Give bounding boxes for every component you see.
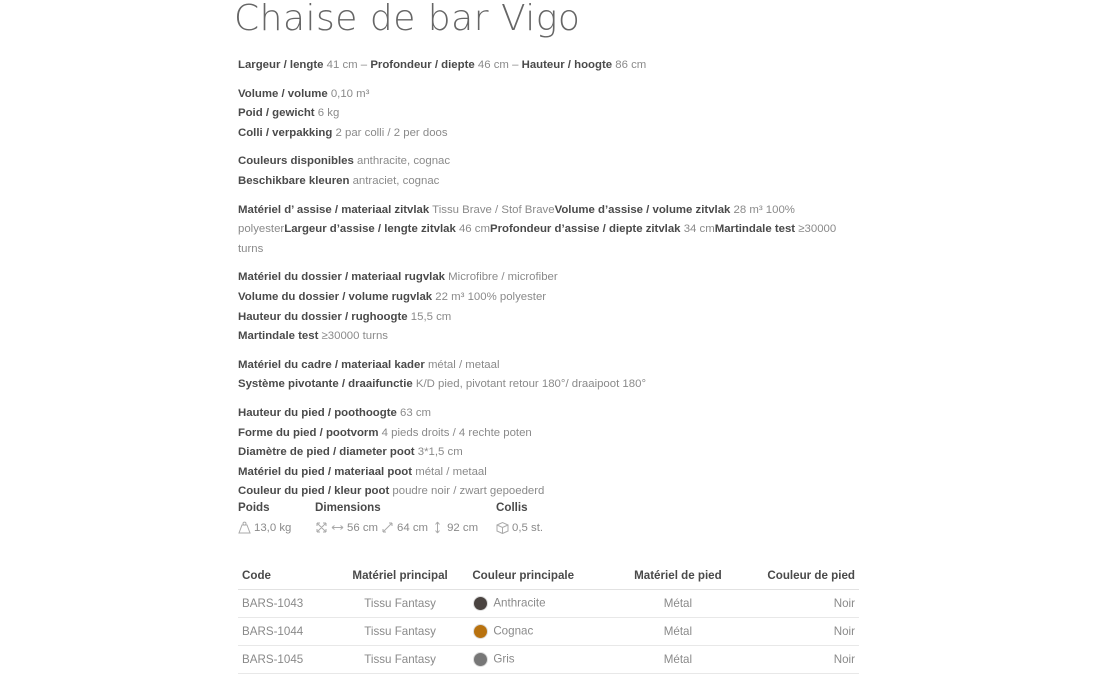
header-main-material: Matériel principal <box>332 561 468 590</box>
cell-code-text: BARS-1043 <box>242 597 304 610</box>
spec-value: métal / metaal <box>424 358 500 371</box>
color-swatch <box>473 624 488 639</box>
height-arrow-icon <box>431 521 444 534</box>
cell-main-material-text: Tissu Fantasy <box>364 625 436 638</box>
spec-value: 34 cm <box>680 223 715 236</box>
spec-key: Hauteur du pied / poothoogte <box>238 406 397 419</box>
cell-foot-color <box>746 618 859 646</box>
cell-main-material <box>332 618 468 646</box>
spec-line <box>238 308 863 328</box>
stat-dimensions <box>315 501 478 534</box>
spec-key: Forme du pied / pootvorm <box>238 426 379 439</box>
spec-value: K/D pied, pivotant retour 180°/ draaipoot 180° <box>412 378 646 391</box>
cell-foot-color <box>746 590 859 618</box>
cell-main-color-text: Cognac <box>493 624 534 638</box>
spec-key: Volume d’assise / volume zitvlak <box>554 203 731 216</box>
spec-group <box>238 268 863 346</box>
cell-code <box>238 590 332 618</box>
table-row <box>238 646 859 674</box>
spec-group <box>238 201 863 260</box>
spec-key: Beschikbare kleuren <box>238 174 350 187</box>
spec-line <box>238 268 863 288</box>
cell-code <box>238 618 332 646</box>
spec-line <box>238 404 863 424</box>
spec-key: Hauteur du dossier / rughoogte <box>238 310 408 323</box>
cell-main-color-text: Anthracite <box>493 596 546 610</box>
stat-height-value: 92 cm <box>447 521 479 534</box>
cell-main-color <box>468 590 610 618</box>
stats-row <box>238 501 863 541</box>
spec-value: antraciet, cognac <box>349 174 440 187</box>
spec-key: Largeur d’assise / lengte zitvlak <box>284 223 456 236</box>
stat-weight <box>238 501 291 534</box>
spec-line <box>238 424 863 444</box>
spec-key: Martindale test <box>714 223 796 236</box>
spec-group <box>238 85 863 144</box>
depth-arrow-icon <box>381 521 394 534</box>
cell-main-material <box>332 590 468 618</box>
cell-foot-material <box>610 646 746 674</box>
cell-foot-material-text: Métal <box>663 597 693 610</box>
cell-foot-material <box>610 618 746 646</box>
spec-value: anthracite, cognac <box>353 155 451 168</box>
stat-weight-label: Poids <box>238 501 270 514</box>
spec-list <box>238 56 863 511</box>
spec-value: 15,5 cm <box>407 310 452 323</box>
spec-key: Volume / volume <box>238 87 328 100</box>
spec-key: Profondeur d’assise / diepte zitvlak <box>489 223 681 236</box>
stat-dimensions-label: Dimensions <box>315 501 381 514</box>
spec-line <box>238 201 863 260</box>
spec-value: 22 m³ 100% polyester <box>432 290 547 303</box>
spec-value: Tissu Brave / Stof Brave <box>429 203 555 216</box>
box-icon <box>496 521 509 534</box>
spec-line <box>238 356 863 376</box>
header-foot-color: Couleur de pied <box>746 561 859 590</box>
cell-code-text: BARS-1044 <box>242 625 304 638</box>
cell-foot-material-text: Métal <box>663 653 693 666</box>
cell-main-material <box>332 646 468 674</box>
spec-group <box>238 56 863 76</box>
header-foot-material: Matériel de pied <box>610 561 746 590</box>
spec-value: 46 cm – <box>474 59 522 71</box>
spec-key: Profondeur / diepte <box>370 59 475 71</box>
spec-value: 86 cm <box>612 59 647 71</box>
table-header-row <box>238 561 859 590</box>
spec-value: Microfibre / microfiber <box>445 271 558 284</box>
spec-group <box>238 152 863 191</box>
spec-value: poudre noir / zwart gepoederd <box>389 485 545 498</box>
cell-foot-color-text: Noir <box>833 597 855 610</box>
spec-group <box>238 356 863 395</box>
spec-line <box>238 152 863 172</box>
stat-depth-value: 64 cm <box>397 521 429 534</box>
product-title: Chaise de bar Vigo <box>234 0 581 39</box>
header-main-color: Couleur principale <box>468 561 610 590</box>
spec-line <box>238 288 863 308</box>
width-arrow-icon <box>331 521 344 534</box>
spec-key: Hauteur / hoogte <box>521 59 613 71</box>
spec-value: 0,10 m³ <box>327 87 370 100</box>
spec-line <box>238 463 863 483</box>
spec-key: Colli / verpakking <box>238 126 333 139</box>
cell-foot-color-text: Noir <box>833 653 855 666</box>
spec-value: 28 m³ 100% polyester <box>238 203 795 236</box>
table-row <box>238 618 859 646</box>
spec-line <box>238 85 863 105</box>
spec-key: Matériel du pied / materiaal poot <box>238 465 413 478</box>
cell-main-material-text: Tissu Fantasy <box>364 653 436 666</box>
spec-value: métal / metaal <box>412 465 487 478</box>
spec-group <box>238 404 863 502</box>
dimensions-icon <box>315 521 328 534</box>
spec-key: Martindale test <box>238 330 319 343</box>
spec-key: Diamètre de pied / diameter poot <box>238 446 415 459</box>
spec-key: Largeur / lengte <box>238 59 324 71</box>
spec-value: ≥30000 turns <box>318 330 388 343</box>
spec-line <box>238 124 863 144</box>
spec-key: Couleur du pied / kleur poot <box>238 485 390 498</box>
spec-value: ≥30000 turns <box>238 223 837 255</box>
cell-code-text: BARS-1045 <box>242 653 304 666</box>
spec-line <box>238 56 863 76</box>
color-swatch <box>473 652 488 667</box>
cell-main-color-text: Gris <box>493 652 515 666</box>
stat-collis <box>496 501 543 534</box>
spec-key: Matériel du dossier / materiaal rugvlak <box>238 271 446 284</box>
cell-code <box>238 646 332 674</box>
header-code: Code <box>238 561 332 590</box>
stat-weight-value: 13,0 kg <box>254 521 292 534</box>
spec-key: Couleurs disponibles <box>238 155 354 168</box>
weight-icon <box>238 521 251 534</box>
cell-foot-color-text: Noir <box>833 625 855 638</box>
spec-line <box>238 375 863 395</box>
spec-value: 6 kg <box>314 107 340 120</box>
cell-main-material-text: Tissu Fantasy <box>364 597 436 610</box>
spec-key: Matériel d’ assise / materiaal zitvlak <box>238 203 430 216</box>
spec-line <box>238 104 863 124</box>
color-swatch <box>473 596 488 611</box>
spec-key: Poid / gewicht <box>238 107 315 120</box>
stat-collis-value: 0,5 st. <box>512 521 544 534</box>
cell-main-color <box>468 646 610 674</box>
stat-width-value: 56 cm <box>347 521 379 534</box>
spec-value: 63 cm <box>396 406 432 419</box>
spec-value: 46 cm <box>455 223 490 236</box>
spec-key: Volume du dossier / volume rugvlak <box>238 290 433 303</box>
spec-key: Système pivotante / draaifunctie <box>238 378 413 391</box>
spec-line <box>238 327 863 347</box>
spec-value: 41 cm – <box>323 59 371 71</box>
spec-line <box>238 443 863 463</box>
spec-value: 3*1,5 cm <box>414 446 463 459</box>
spec-key: Matériel du cadre / materiaal kader <box>238 358 425 371</box>
stat-collis-label: Collis <box>496 501 528 514</box>
spec-value: 2 par colli / 2 per doos <box>332 126 448 139</box>
cell-foot-color <box>746 646 859 674</box>
cell-main-color <box>468 618 610 646</box>
spec-line <box>238 172 863 192</box>
table-row <box>238 590 859 618</box>
cell-foot-material <box>610 590 746 618</box>
cell-foot-material-text: Métal <box>663 625 693 638</box>
variants-table <box>238 561 859 674</box>
spec-value: 4 pieds droits / 4 rechte poten <box>378 426 532 439</box>
spec-line <box>238 482 863 502</box>
